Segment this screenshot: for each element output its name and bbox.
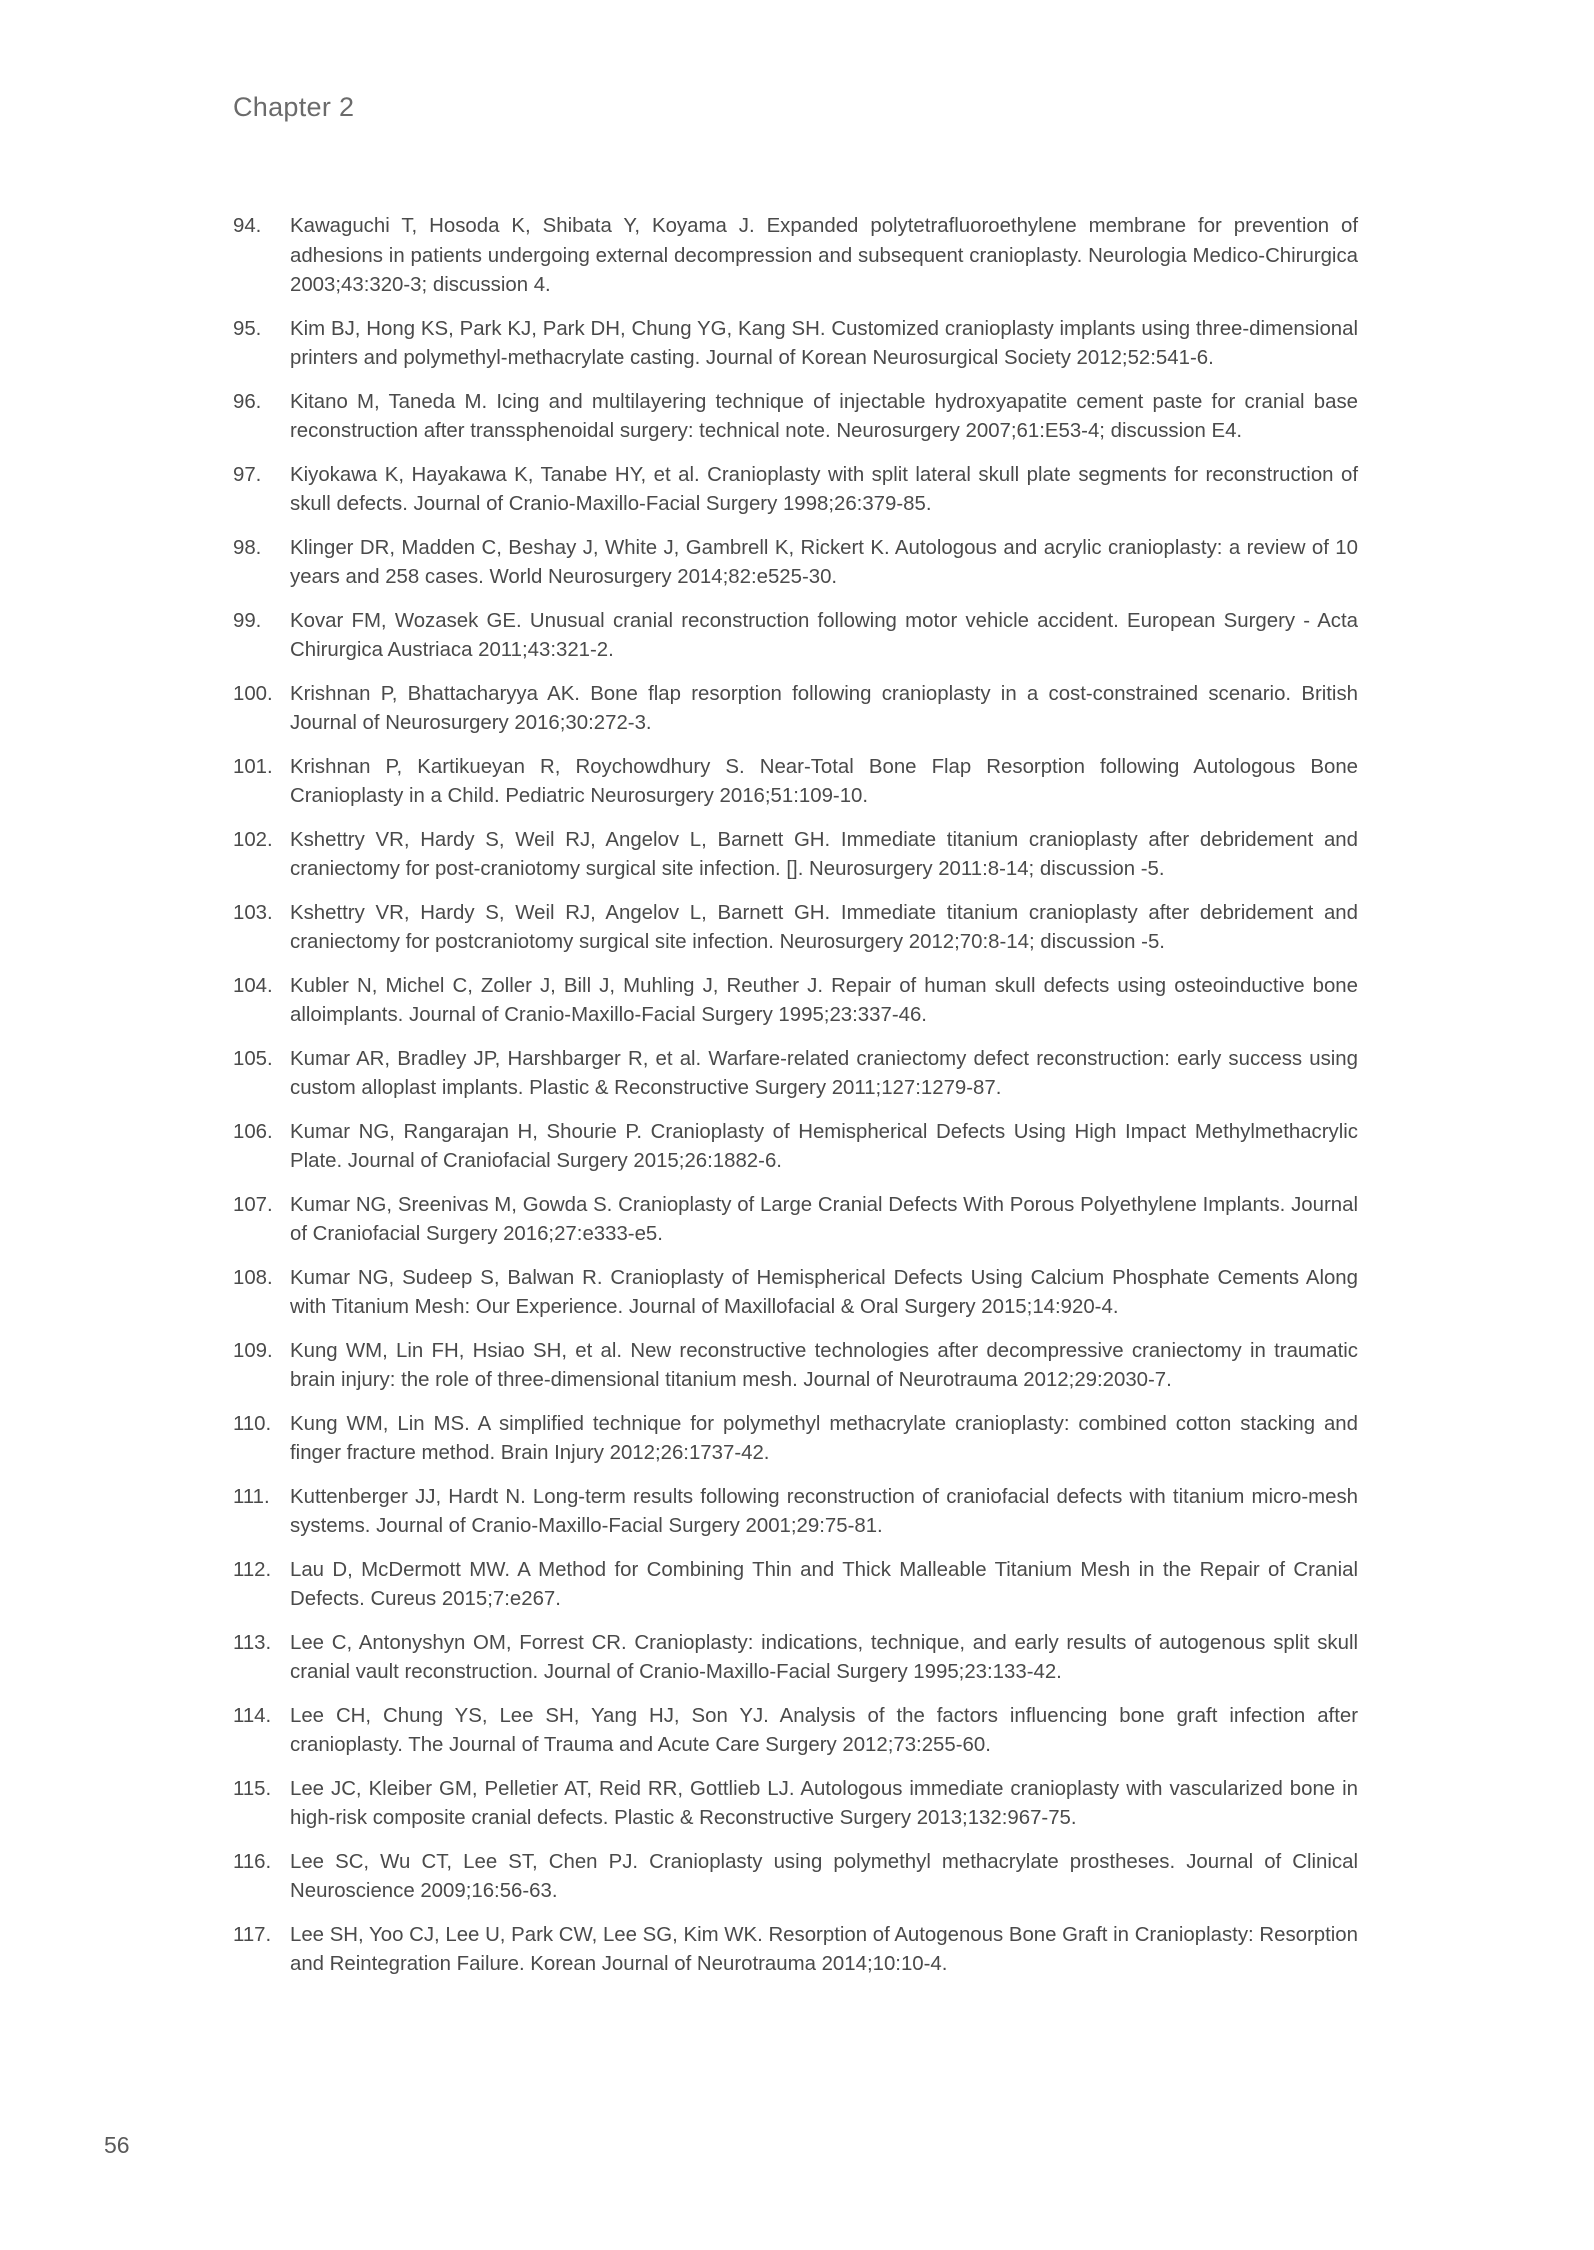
reference-number: 113. (233, 1631, 272, 1654)
reference-text: Krishnan P, Kartikueyan R, Roychowdhury S. Near-Total Bone Flap Resorption following Autologous Bone Cranioplasty in a Child. Pediatric Neurosurgery 2016;51:109-10. (290, 755, 1358, 807)
reference-item (233, 1410, 1358, 1469)
reference-number: 102. (233, 828, 273, 851)
reference-text: Lee SH, Yoo CJ, Lee U, Park CW, Lee SG, Kim WK. Resorption of Autogenous Bone Graft in Cranioplasty: Resorption and Reintegration Failure. Korean Journal of Neurotrauma 2014;10:10-4. (290, 1923, 1358, 1975)
reference-item (233, 1337, 1358, 1396)
reference-number: 105. (233, 1047, 273, 1070)
reference-item (233, 212, 1358, 301)
reference-item (233, 899, 1358, 958)
reference-number: 98. (233, 536, 262, 559)
reference-text: Kung WM, Lin FH, Hsiao SH, et al. New reconstructive technologies after decompressive craniectomy in traumatic brain injury: the role of three-dimensional titanium mesh. Journal of Neurotrauma 2012;29:2030-7. (290, 1339, 1358, 1391)
reference-item (233, 388, 1358, 447)
reference-number: 96. (233, 390, 262, 413)
reference-number: 101. (233, 755, 273, 778)
reference-text: Lee JC, Kleiber GM, Pelletier AT, Reid RR, Gottlieb LJ. Autologous immediate cranioplasty with vascularized bone in high-risk composite cranial defects. Plastic & Reconstructive Surgery 2013;132:967-75. (290, 1777, 1358, 1829)
reference-text: Kitano M, Taneda M. Icing and multilayering technique of injectable hydroxyapatite cement paste for cranial base reconstruction after transsphenoidal surgery: technical note. Neurosurgery 2007;61:E53-4; discussion E4. (290, 390, 1358, 442)
reference-item (233, 315, 1358, 374)
reference-text: Kumar AR, Bradley JP, Harshbarger R, et al. Warfare-related craniectomy defect reconstruction: early success using custom alloplast implants. Plastic & Reconstructive Surgery 2011;127:1279-87. (290, 1047, 1358, 1099)
reference-item (233, 1191, 1358, 1250)
reference-text: Kuttenberger JJ, Hardt N. Long-term results following reconstruction of craniofacial defects with titanium micro-mesh systems. Journal of Cranio-Maxillo-Facial Surgery 2001;29:75-81. (290, 1485, 1358, 1537)
reference-text: Krishnan P, Bhattacharyya AK. Bone flap resorption following cranioplasty in a cost-constrained scenario. British Journal of Neurosurgery 2016;30:272-3. (290, 682, 1358, 734)
reference-text: Lee CH, Chung YS, Lee SH, Yang HJ, Son YJ. Analysis of the factors influencing bone graft infection after cranioplasty. The Journal of Trauma and Acute Care Surgery 2012;73:255-60. (290, 1704, 1358, 1756)
reference-item (233, 1629, 1358, 1688)
reference-item (233, 1556, 1358, 1615)
reference-number: 100. (233, 682, 273, 705)
reference-number: 117. (233, 1923, 272, 1946)
reference-number: 116. (233, 1850, 272, 1873)
reference-number: 107. (233, 1193, 273, 1216)
reference-text: Kumar NG, Rangarajan H, Shourie P. Cranioplasty of Hemispherical Defects Using High Impact Methylmethacrylic Plate. Journal of Craniofacial Surgery 2015;26:1882-6. (290, 1120, 1358, 1172)
reference-text: Lee C, Antonyshyn OM, Forrest CR. Cranioplasty: indications, technique, and early results of autogenous split skull cranial vault reconstruction. Journal of Cranio-Maxillo-Facial Surgery 1995;23:133-42. (290, 1631, 1358, 1683)
reference-number: 112. (233, 1558, 272, 1581)
reference-number: 111. (233, 1485, 270, 1508)
reference-number: 97. (233, 463, 262, 486)
reference-number: 106. (233, 1120, 273, 1143)
reference-number: 103. (233, 901, 273, 924)
reference-text: Kawaguchi T, Hosoda K, Shibata Y, Koyama J. Expanded polytetrafluoroethylene membrane for prevention of adhesions in patients undergoing external decompression and subsequent cranioplasty. Neurologia Medico-Chirurgica 2003;43:320-3; discussion 4. (290, 215, 1358, 296)
reference-item (233, 680, 1358, 739)
reference-text: Kovar FM, Wozasek GE. Unusual cranial reconstruction following motor vehicle accident. European Surgery - Acta Chirurgica Austriaca 2011;43:321-2. (290, 609, 1358, 661)
reference-text: Kumar NG, Sudeep S, Balwan R. Cranioplasty of Hemispherical Defects Using Calcium Phosphate Cements Along with Titanium Mesh: Our Experience. Journal of Maxillofacial & Oral Surgery 2015;14:920-4. (290, 1266, 1358, 1318)
running-head-chapter: Chapter 2 (233, 92, 355, 122)
reference-number: 99. (233, 609, 262, 632)
reference-item (233, 1848, 1358, 1907)
reference-number: 104. (233, 974, 273, 997)
reference-item (233, 753, 1358, 812)
reference-text: Klinger DR, Madden C, Beshay J, White J, Gambrell K, Rickert K. Autologous and acrylic cranioplasty: a review of 10 years and 258 cases. World Neurosurgery 2014;82:e525-30. (290, 536, 1358, 588)
reference-item (233, 607, 1358, 666)
reference-number: 94. (233, 215, 262, 237)
reference-list (233, 212, 1358, 1994)
reference-item (233, 1264, 1358, 1323)
reference-number: 115. (233, 1777, 272, 1800)
reference-text: Lee SC, Wu CT, Lee ST, Chen PJ. Cranioplasty using polymethyl methacrylate prostheses. Journal of Clinical Neuroscience 2009;16:56-63. (290, 1850, 1358, 1902)
reference-number: 108. (233, 1266, 273, 1289)
reference-item (233, 826, 1358, 885)
reference-text: Lau D, McDermott MW. A Method for Combining Thin and Thick Malleable Titanium Mesh in the Repair of Cranial Defects. Cureus 2015;7:e267. (290, 1558, 1358, 1610)
reference-item (233, 461, 1358, 520)
reference-number: 95. (233, 317, 262, 340)
reference-text: Kim BJ, Hong KS, Park KJ, Park DH, Chung YG, Kang SH. Customized cranioplasty implants using three-dimensional printers and polymethyl-methacrylate casting. Journal of Korean Neurosurgical Society 2012;52:541-6. (290, 317, 1358, 369)
reference-item (233, 1702, 1358, 1761)
reference-text: Kshettry VR, Hardy S, Weil RJ, Angelov L, Barnett GH. Immediate titanium cranioplasty after debridement and craniectomy for postcraniotomy surgical site infection. Neurosurgery 2012;70:8-14; discussion -5. (290, 901, 1358, 953)
reference-item (233, 972, 1358, 1031)
reference-text: Kung WM, Lin MS. A simplified technique for polymethyl methacrylate cranioplasty: combined cotton stacking and finger fracture method. Brain Injury 2012;26:1737-42. (290, 1412, 1358, 1464)
reference-item (233, 534, 1358, 593)
page-number: 56 (104, 2132, 130, 2158)
reference-text: Kubler N, Michel C, Zoller J, Bill J, Muhling J, Reuther J. Repair of human skull defects using osteoinductive bone alloimplants. Journal of Cranio-Maxillo-Facial Surgery 1995;23:337-46. (290, 974, 1358, 1026)
reference-text: Kshettry VR, Hardy S, Weil RJ, Angelov L, Barnett GH. Immediate titanium cranioplasty after debridement and craniectomy for post-craniotomy surgical site infection. []. Neurosurgery 2011:8-14; discussion -5. (290, 828, 1358, 880)
reference-text: Kumar NG, Sreenivas M, Gowda S. Cranioplasty of Large Cranial Defects With Porous Polyethylene Implants. Journal of Craniofacial Surgery 2016;27:e333-e5. (290, 1193, 1358, 1245)
reference-number: 110. (233, 1412, 272, 1435)
reference-item (233, 1118, 1358, 1177)
reference-item (233, 1483, 1358, 1542)
reference-item (233, 1775, 1358, 1834)
reference-number: 114. (233, 1704, 272, 1727)
reference-text: Kiyokawa K, Hayakawa K, Tanabe HY, et al. Cranioplasty with split lateral skull plate segments for reconstruction of skull defects. Journal of Cranio-Maxillo-Facial Surgery 1998;26:379-85. (290, 463, 1358, 515)
reference-item (233, 1045, 1358, 1104)
reference-number: 109. (233, 1339, 273, 1362)
reference-item (233, 1921, 1358, 1980)
